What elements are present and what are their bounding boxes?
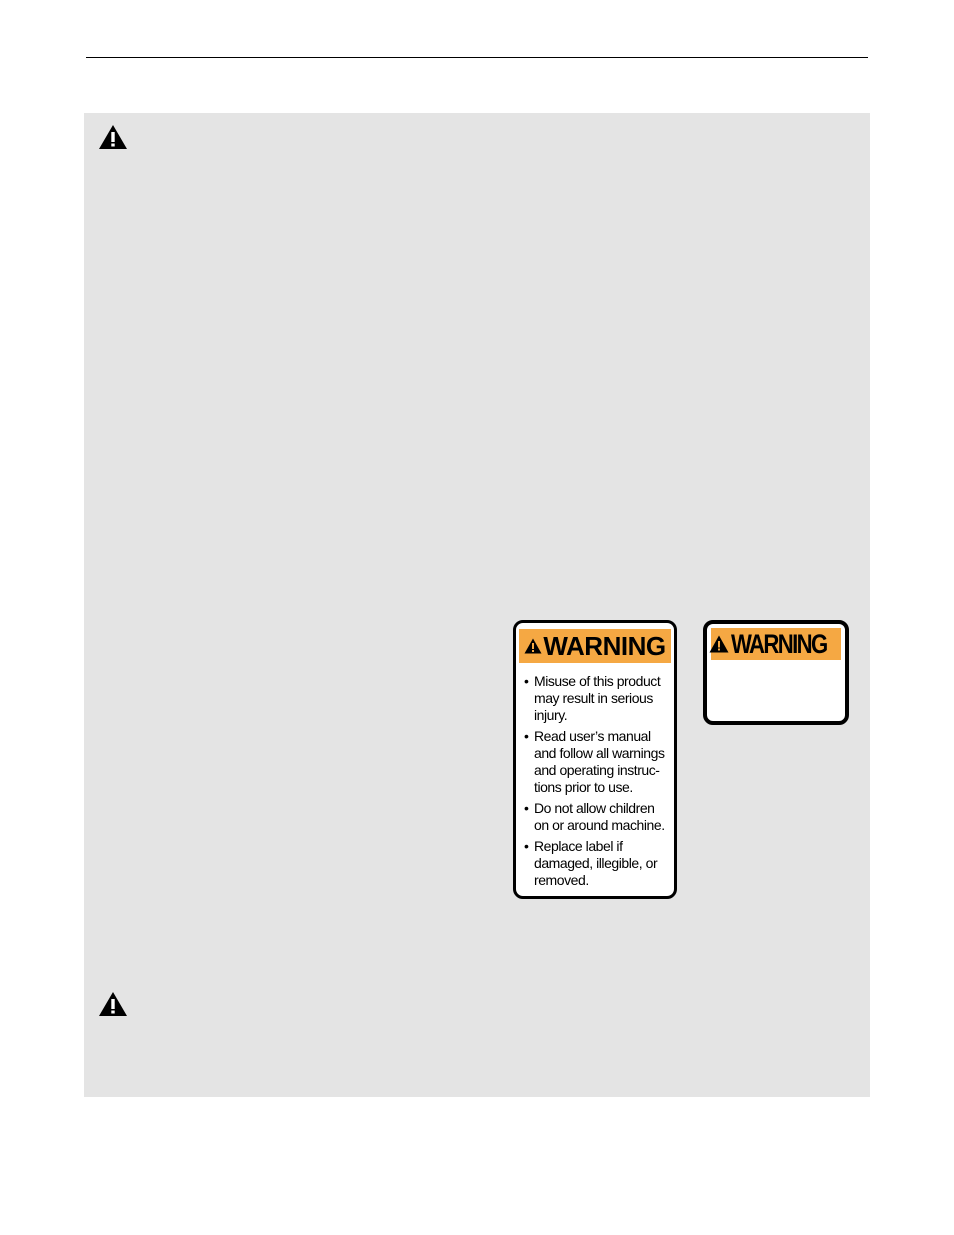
top-rule xyxy=(86,57,868,58)
decal-bullet-list xyxy=(524,673,674,893)
list-item: • Read user’s manual and follow all warnings and operating instruc- tions prior to use. xyxy=(524,728,665,795)
warning-triangle-icon xyxy=(524,638,542,654)
list-item: • Misuse of this product may result in serious injury. xyxy=(524,673,661,723)
list-item: • Do not allow children on or around machine. xyxy=(524,800,665,833)
decal-header xyxy=(711,628,841,660)
decal-header-text: WARNING xyxy=(731,628,827,659)
warning-decal-blank xyxy=(703,620,849,725)
warning-triangle-icon xyxy=(98,991,128,1017)
list-item: • Replace label if damaged, illegible, or removed. xyxy=(524,838,658,888)
warning-triangle-icon xyxy=(98,124,128,150)
decal-header-text: WARNING xyxy=(543,631,666,661)
warning-triangle-icon xyxy=(709,635,729,653)
decal-header xyxy=(519,629,671,663)
safety-panel xyxy=(84,113,870,1097)
warning-decal-full xyxy=(513,620,677,899)
